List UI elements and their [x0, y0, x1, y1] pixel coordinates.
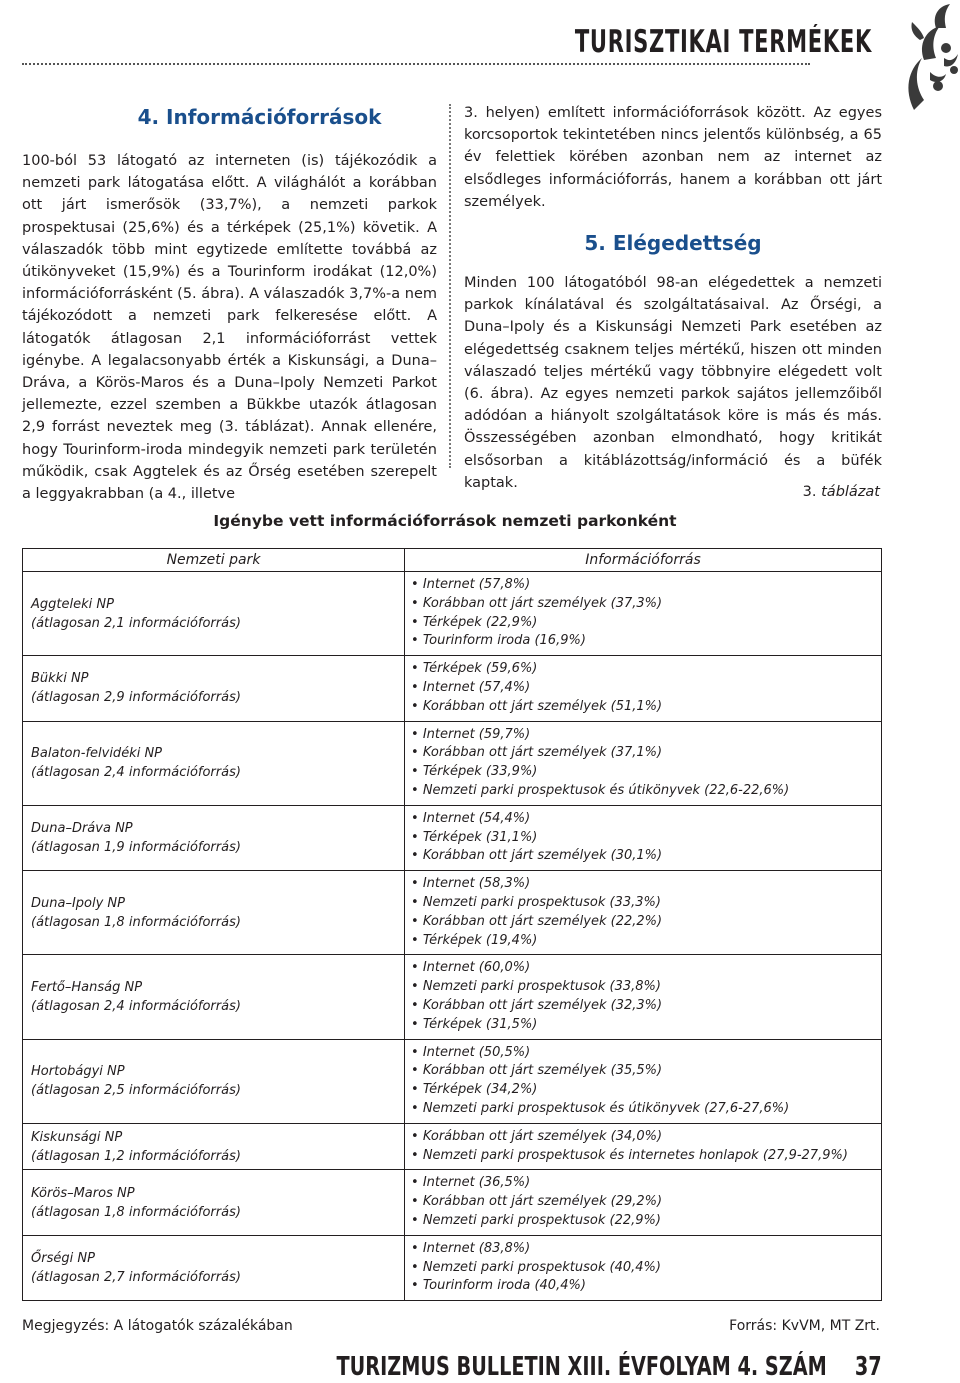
park-average: (átlagosan 1,8 információforrás) [31, 1204, 241, 1220]
park-cell [23, 721, 405, 805]
park-average: (átlagosan 2,4 információforrás) [31, 998, 241, 1014]
table-row [23, 1039, 882, 1123]
left-column [22, 104, 437, 505]
park-cell [23, 656, 405, 721]
heading-information-sources: 4. Információforrások [137, 105, 382, 129]
park-average: (átlagosan 2,5 információforrás) [31, 1083, 241, 1099]
table-row [23, 572, 882, 656]
information-sources-table [22, 548, 882, 1301]
source-item: • Korábban ott járt személyek (34,0%) [411, 1128, 881, 1147]
table-number-label: táblázat [821, 484, 880, 500]
park-cell [23, 1039, 405, 1123]
park-name: Körös–Maros NP [31, 1185, 135, 1201]
sources-cell [405, 572, 882, 656]
folk-ornament-icon [874, 0, 960, 118]
right-column [464, 102, 882, 494]
body-paragraph: 3. helyen) említett információforrások között. Az egyes korcsoportok tekintetében nincs jelentős különbség, a 65 év felettiek körében azonban nem az internet az elsődleges információforrás, hanem a korábban ott járt személyek. [464, 105, 882, 210]
column-header-source: Információforrás [405, 549, 882, 572]
source-item: • Nemzeti parki prospektusok és internetes honlapok (27,9-27,9%) [411, 1147, 881, 1166]
sources-cell [405, 1235, 882, 1300]
source-item: • Térképek (19,4%) [411, 932, 881, 951]
park-cell [23, 1123, 405, 1170]
source-item: • Tourinform iroda (40,4%) [411, 1277, 881, 1296]
source-item: • Térképek (34,2%) [411, 1081, 881, 1100]
park-name: Kiskunsági NP [31, 1129, 123, 1145]
source-item: • Nemzeti parki prospektusok és útikönyvek (22,6-22,6%) [411, 782, 881, 801]
source-item: • Térképek (31,1%) [411, 829, 881, 848]
sources-cell [405, 656, 882, 721]
source-item: • Térképek (22,9%) [411, 614, 881, 633]
park-name: Balaton-felvidéki NP [31, 746, 163, 762]
source-item: • Korábban ott járt személyek (30,1%) [411, 847, 881, 866]
source-item: • Tourinform iroda (16,9%) [411, 632, 881, 651]
park-name: Fertő–Hanság NP [31, 979, 143, 995]
source-item: • Korábban ott járt személyek (35,5%) [411, 1062, 881, 1081]
body-paragraph: Minden 100 látogatóból 98-an elégedettek a nemzeti parkok kínálatával és szolgáltatásaival. Az Őrségi, a Duna–Ipoly és a Kiskunsági Nemzeti Park esetében az elégedettség csaknem teljes mértékű, hiszen ott minden válaszadó teljes mértékű vagy többnyire elégedett volt (6. ábra). Az egyes nemzeti parkok sajátos jellemzőiből adódóan a hiányolt szolgáltatások köre is más és más. Összességében azonban elmondható, hogy kritikát elsősorban a kitáblázottság/információ és a büfék kaptak. [464, 275, 882, 491]
sources-cell [405, 955, 882, 1039]
park-name: Duna–Ipoly NP [31, 895, 125, 911]
park-average: (átlagosan 2,1 információforrás) [31, 615, 241, 631]
table-row [23, 871, 882, 955]
source-item: • Korábban ott járt személyek (32,3%) [411, 997, 881, 1016]
park-name: Hortobágyi NP [31, 1064, 125, 1080]
table-number-value: 3. [802, 484, 817, 500]
park-cell [23, 805, 405, 870]
source-item: • Korábban ott járt személyek (51,1%) [411, 698, 881, 717]
sources-cell [405, 1123, 882, 1170]
park-cell [23, 572, 405, 656]
source-item: • Nemzeti parki prospektusok (33,3%) [411, 894, 881, 913]
source-item: • Nemzeti parki prospektusok (40,4%) [411, 1259, 881, 1278]
table-row [23, 1170, 882, 1235]
sources-cell [405, 1170, 882, 1235]
source-item: • Korábban ott járt személyek (37,3%) [411, 595, 881, 614]
source-item: • Internet (60,0%) [411, 959, 881, 978]
park-name: Duna–Dráva NP [31, 820, 133, 836]
park-average: (átlagosan 1,8 információforrás) [31, 914, 241, 930]
source-item: • Internet (57,4%) [411, 679, 881, 698]
source-item: • Internet (59,7%) [411, 726, 881, 745]
source-item: • Internet (58,3%) [411, 875, 881, 894]
source-item: • Nemzeti parki prospektusok és útikönyvek (27,6-27,6%) [411, 1100, 881, 1119]
column-divider [449, 104, 451, 468]
park-name: Aggteleki NP [31, 596, 114, 612]
publication-name: TURIZMUS BULLETIN XIII. ÉVFOLYAM 4. SZÁM [336, 1352, 828, 1382]
table-row [23, 656, 882, 721]
sources-cell [405, 1039, 882, 1123]
table-header-row [23, 549, 882, 572]
source-item: • Korábban ott járt személyek (29,2%) [411, 1193, 881, 1212]
source-item: • Térképek (33,9%) [411, 763, 881, 782]
park-name: Őrségi NP [31, 1250, 95, 1266]
park-name: Bükki NP [31, 671, 89, 687]
park-cell [23, 1170, 405, 1235]
park-average: (átlagosan 2,9 információforrás) [31, 690, 241, 706]
body-paragraph: 100-ból 53 látogató az interneten (is) tájékozódik a nemzeti park látogatása előtt. A világhálót a korábban ott járt ismerősök (33,7%), a nemzeti parkok prospektusai (25,6%) és a térképek (25,1%) követik. A válaszadók több mint egytizede említette továbbá az útikönyveket (15,9%) és a Tourinform irodákat (12,0%) információforrásként (5. ábra). A válaszadók 3,7%-a nem tájékozódott a nemzeti park felkeresése előtt. A látogatók átlagosan 2,1 információforrást vettek igénybe. A legalacsonyabb érték a Kiskunsági, a Duna–Dráva, a Körös-Maros és a Duna–Ipoly Nemzeti Parkot jellemezte, ezzel szemben a Bükkbe utazók átlagosan 2,9 forrást neveztek meg (3. táblázat). Annak ellenére, hogy Tourinform-iroda mindegyik nemzeti park területén működik, csak Aggtelek és az Őrség esetében szerepelt a leggyakrabban (a 4., illetve [22, 153, 437, 503]
table-note: Megjegyzés: A látogatók százalékában [22, 1318, 293, 1334]
park-cell [23, 955, 405, 1039]
park-average: (átlagosan 2,7 információforrás) [31, 1269, 241, 1285]
table-row [23, 1235, 882, 1300]
source-item: • Internet (36,5%) [411, 1174, 881, 1193]
table-row [23, 805, 882, 870]
page-number: 37 [855, 1352, 882, 1382]
source-item: • Internet (50,5%) [411, 1044, 881, 1063]
table-row [23, 721, 882, 805]
table-source: Forrás: KvVM, MT Zrt. [729, 1318, 880, 1334]
table-title: Igénybe vett információforrások nemzeti parkonként [213, 512, 677, 530]
column-header-park: Nemzeti park [23, 549, 405, 572]
park-cell [23, 871, 405, 955]
sources-cell [405, 871, 882, 955]
source-item: • Nemzeti parki prospektusok (22,9%) [411, 1212, 881, 1231]
source-item: • Internet (54,4%) [411, 810, 881, 829]
source-item: • Internet (83,8%) [411, 1240, 881, 1259]
heading-satisfaction: 5. Elégedettség [584, 231, 762, 256]
park-cell [23, 1235, 405, 1300]
table-number [803, 484, 880, 500]
source-item: • Térképek (31,5%) [411, 1016, 881, 1035]
source-item: • Korábban ott járt személyek (22,2%) [411, 913, 881, 932]
source-item: • Térképek (59,6%) [411, 660, 881, 679]
header-divider [22, 63, 810, 65]
table-row [23, 1123, 882, 1170]
table-row [23, 955, 882, 1039]
park-average: (átlagosan 1,2 információforrás) [31, 1148, 241, 1164]
source-item: • Nemzeti parki prospektusok (33,8%) [411, 978, 881, 997]
source-item: • Internet (57,8%) [411, 576, 881, 595]
park-average: (átlagosan 2,4 információforrás) [31, 765, 241, 781]
section-title: TURISZTIKAI TERMÉKEK [574, 24, 872, 60]
page-footer [337, 1352, 882, 1382]
park-average: (átlagosan 1,9 információforrás) [31, 839, 241, 855]
source-item: • Korábban ott járt személyek (37,1%) [411, 744, 881, 763]
sources-cell [405, 721, 882, 805]
sources-cell [405, 805, 882, 870]
